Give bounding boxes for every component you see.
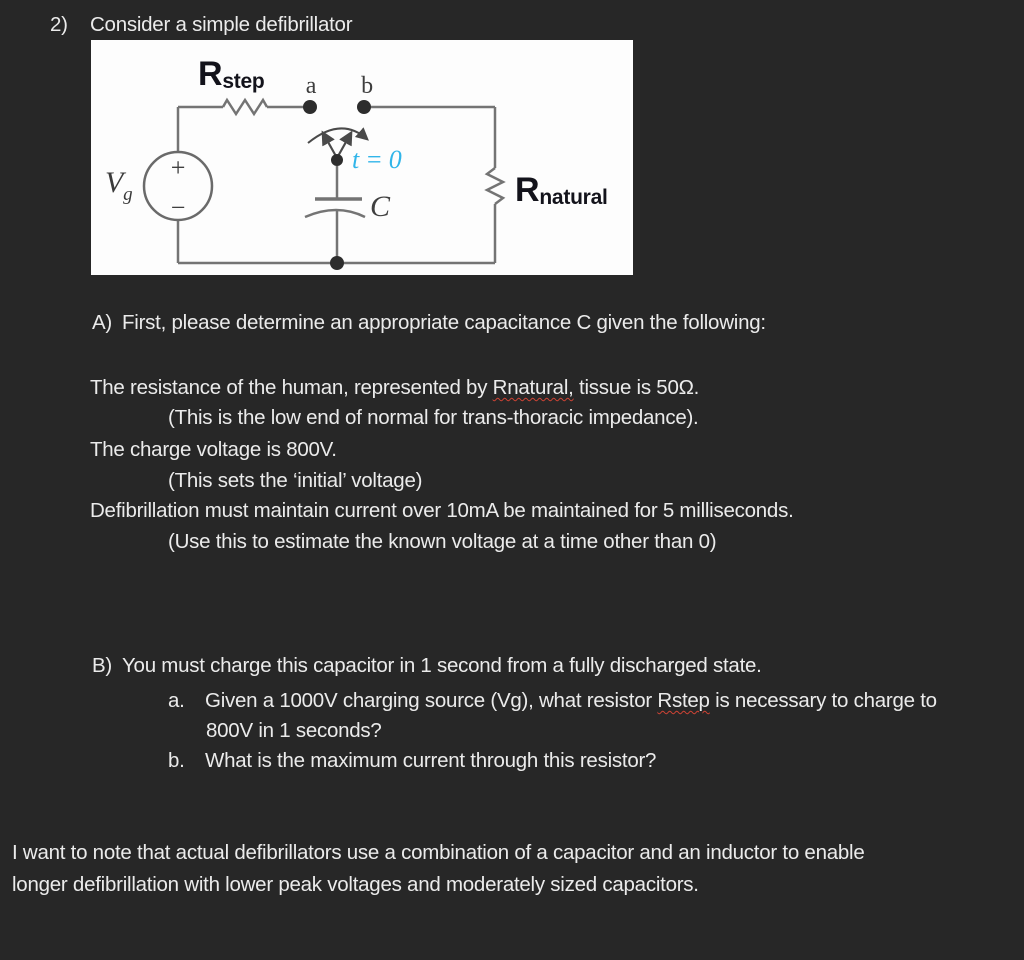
r-natural-label: Rnatural bbox=[515, 171, 608, 209]
source-label-vg: $V_g$ bbox=[105, 166, 133, 205]
section-a-line2: (This is the low end of normal for trans-thoracic impedance). bbox=[168, 406, 699, 429]
defibrillator-circuit-diagram bbox=[91, 40, 633, 275]
section-b-item-a-line2: 800V in 1 seconds? bbox=[206, 719, 382, 742]
section-b-heading-line bbox=[92, 653, 762, 679]
node-b-dot bbox=[357, 100, 371, 114]
switch-motion-arc bbox=[308, 128, 367, 143]
node-b-label: b bbox=[361, 73, 373, 99]
source-minus-sign: − bbox=[170, 193, 186, 222]
section-b-item-a-line1 bbox=[168, 688, 937, 714]
section-a-line3: The charge voltage is 800V. bbox=[90, 438, 337, 461]
circuit-wires bbox=[178, 100, 503, 263]
switch-arm-to-a bbox=[323, 133, 337, 158]
section-a-heading: First, please determine an appropriate capacitance C given the following: bbox=[122, 311, 766, 334]
section-a-line5: Defibrillation must maintain current over 10mA be maintained for 5 milliseconds. bbox=[90, 499, 794, 522]
line1-post: tissue is 50Ω. bbox=[573, 376, 700, 399]
capacitor-curved-plate bbox=[305, 210, 365, 217]
problem-title-line bbox=[50, 12, 352, 38]
misspelled-word-rstep: Rstep bbox=[657, 689, 710, 712]
problem-title: Consider a simple defibrillator bbox=[90, 13, 353, 36]
bottom-junction-dot bbox=[330, 256, 344, 270]
node-a-label: a bbox=[305, 73, 317, 99]
item-a-marker: a. bbox=[168, 689, 185, 712]
section-b-item-b-line bbox=[168, 748, 656, 774]
r-step-label: Rstep bbox=[198, 55, 265, 93]
footer-note-line1: I want to note that actual defibrillators use a combination of a capacitor and an inductor to enable bbox=[12, 841, 865, 864]
section-a-line6: (Use this to estimate the known voltage at a time other than 0) bbox=[168, 530, 717, 553]
item-b-marker: b. bbox=[168, 749, 185, 772]
switch-time-label: t = 0 bbox=[352, 145, 402, 174]
misspelled-word-rnatural: Rnatural, bbox=[492, 376, 574, 399]
source-plus-sign: + bbox=[170, 153, 186, 182]
section-b-marker: B) bbox=[92, 654, 112, 677]
item-a-pre: Given a 1000V charging source (Vg), what resistor bbox=[205, 689, 658, 712]
section-a-heading-line bbox=[92, 310, 766, 336]
capacitor-label: C bbox=[370, 190, 390, 223]
r-step-resistor-symbol bbox=[223, 100, 267, 114]
section-a-marker: A) bbox=[92, 311, 112, 334]
section-a-line4: (This sets the ‘initial’ voltage) bbox=[168, 469, 423, 492]
line1-pre: The resistance of the human, represented by bbox=[90, 376, 493, 399]
footer-note-line2: longer defibrillation with lower peak voltages and moderately sized capacitors. bbox=[12, 873, 699, 896]
switch-arm-to-b bbox=[337, 133, 351, 158]
node-a-dot bbox=[303, 100, 317, 114]
section-a-line1 bbox=[90, 375, 699, 401]
circuit-figure bbox=[91, 40, 633, 275]
item-b-text: What is the maximum current through this resistor? bbox=[205, 749, 657, 772]
item-a-post: is necessary to charge to bbox=[709, 689, 937, 712]
switch-pivot-dot bbox=[331, 154, 343, 166]
section-b-heading: You must charge this capacitor in 1 second from a fully discharged state. bbox=[122, 654, 762, 677]
problem-number: 2) bbox=[50, 13, 68, 36]
r-natural-resistor-symbol bbox=[487, 168, 503, 204]
